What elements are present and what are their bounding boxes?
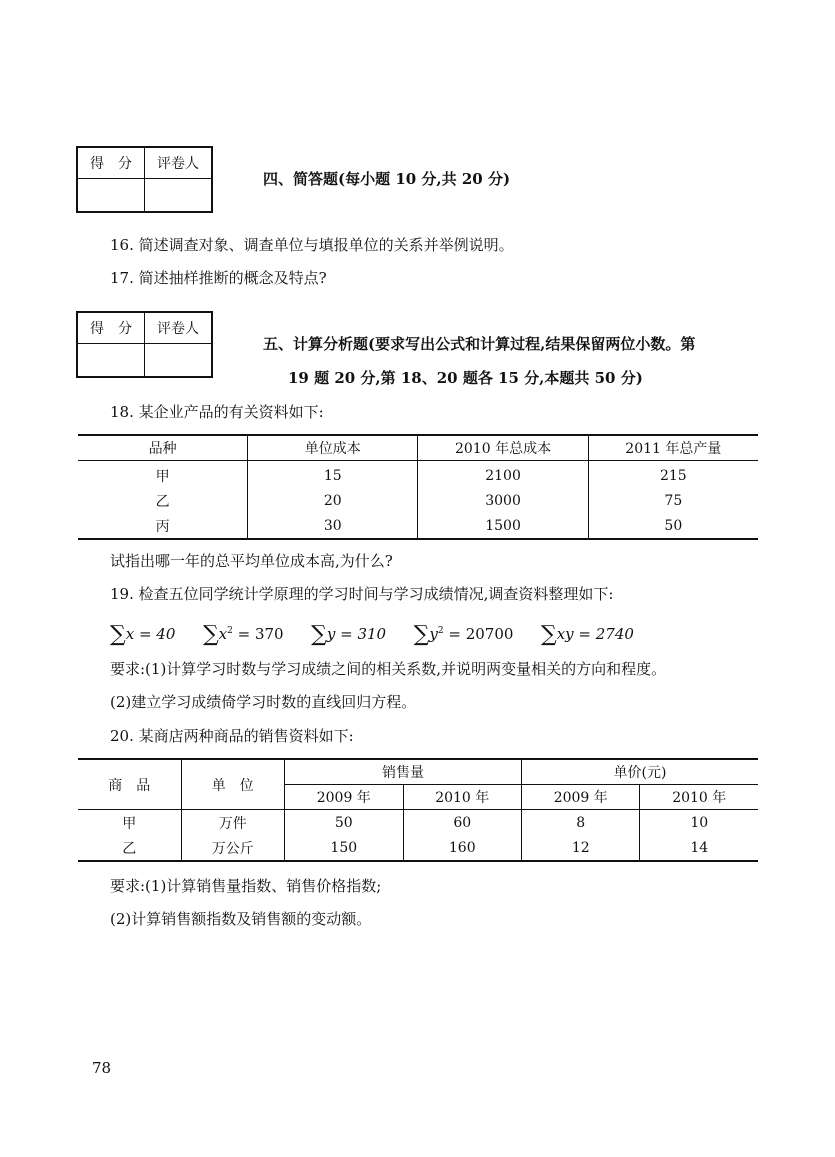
table-cell: 14 bbox=[690, 839, 709, 856]
table-cell: 10 bbox=[690, 814, 709, 831]
table-cell: 8 bbox=[522, 810, 640, 836]
table-cell: 甲 bbox=[78, 810, 181, 836]
table-cell: 160 bbox=[403, 835, 521, 861]
table-cell: 15 bbox=[248, 461, 418, 489]
question-20-requirement-2: (2)计算销售额指数及销售额的变动额。 bbox=[110, 910, 372, 928]
score-box-section5 bbox=[76, 311, 213, 378]
product-cost-table bbox=[78, 434, 758, 540]
year-header: 2010 年 bbox=[640, 785, 758, 810]
table-row bbox=[78, 513, 758, 539]
table-cell: 2100 bbox=[418, 461, 588, 489]
year-header: 2010 年 bbox=[403, 785, 521, 810]
table-cell: 万公斤 bbox=[181, 835, 285, 861]
year-header: 2009 年 bbox=[522, 785, 640, 810]
question-19-intro: 19. 检查五位同学统计学原理的学习时间与学习成绩情况,调查资料整理如下: bbox=[110, 585, 614, 603]
question-19-requirement-2: (2)建立学习成绩倚学习时数的直线回归方程。 bbox=[110, 693, 417, 711]
summation-1: ∑x = 40 bbox=[110, 622, 176, 647]
summation-formulas bbox=[110, 618, 634, 648]
score-cell[interactable] bbox=[77, 344, 145, 378]
section5-heading-line2: 19 题 20 分,第 18、20 题各 15 分,本题共 50 分) bbox=[288, 369, 643, 387]
column-header: 单位成本 bbox=[248, 435, 418, 461]
table-cell: 乙 bbox=[78, 488, 248, 513]
table-row bbox=[78, 488, 758, 513]
column-header: 商 品 bbox=[78, 759, 181, 810]
column-header: 2011 年总产量 bbox=[588, 435, 758, 461]
column-header: 品种 bbox=[78, 435, 248, 461]
sales-table bbox=[78, 758, 758, 862]
score-label: 得 分 bbox=[77, 312, 145, 344]
grader-cell[interactable] bbox=[145, 344, 213, 378]
grader-label: 评卷人 bbox=[145, 312, 213, 344]
table-cell: 215 bbox=[659, 467, 687, 484]
table-cell: 甲 bbox=[78, 461, 248, 489]
table-cell: 20 bbox=[248, 488, 418, 513]
table-cell: 万件 bbox=[181, 810, 285, 836]
score-cell[interactable] bbox=[77, 179, 145, 213]
summation-4: $\sum y^2 = 20700$ bbox=[413, 622, 514, 647]
score-box-section4 bbox=[76, 146, 213, 213]
section5-heading-line1: 五、计算分析题(要求写出公式和计算过程,结果保留两位小数。第 bbox=[263, 335, 696, 353]
question-18-prompt: 试指出哪一年的总平均单位成本高,为什么? bbox=[110, 552, 393, 570]
table-cell: 12 bbox=[522, 835, 640, 861]
year-header: 2009 年 bbox=[285, 785, 403, 810]
summation-3: ∑y = 310 bbox=[311, 622, 387, 647]
question-17: 17. 简述抽样推断的概念及特点? bbox=[110, 269, 327, 287]
page-number: 78 bbox=[92, 1059, 112, 1077]
section4-heading: 四、简答题(每小题 10 分,共 20 分) bbox=[263, 170, 511, 188]
column-header: 单 位 bbox=[181, 759, 285, 810]
grader-label: 评卷人 bbox=[145, 147, 213, 179]
column-header: 2010 年总成本 bbox=[418, 435, 588, 461]
summation-5: ∑xy = 2740 bbox=[541, 622, 634, 647]
table-cell: 60 bbox=[403, 810, 521, 836]
table-cell: 50 bbox=[664, 517, 683, 534]
table-cell: 30 bbox=[248, 513, 418, 539]
table-row bbox=[78, 810, 758, 836]
question-18-intro: 18. 某企业产品的有关资料如下: bbox=[110, 403, 324, 421]
table-cell: 50 bbox=[285, 810, 403, 836]
grader-cell[interactable] bbox=[145, 179, 213, 213]
score-label: 得 分 bbox=[77, 147, 145, 179]
question-16: 16. 简述调查对象、调查单位与填报单位的关系并举例说明。 bbox=[110, 236, 514, 254]
question-19-requirement-1: 要求:(1)计算学习时数与学习成绩之间的相关系数,并说明两变量相关的方向和程度。 bbox=[110, 660, 667, 678]
table-cell: 乙 bbox=[78, 835, 181, 861]
question-20-requirement-1: 要求:(1)计算销售量指数、销售价格指数; bbox=[110, 877, 382, 895]
question-20-intro: 20. 某商店两种商品的销售资料如下: bbox=[110, 727, 354, 745]
table-row bbox=[78, 461, 758, 489]
table-cell: 3000 bbox=[418, 488, 588, 513]
table-cell: 150 bbox=[285, 835, 403, 861]
table-cell: 75 bbox=[664, 492, 683, 509]
column-header: 销售量 bbox=[285, 759, 522, 785]
table-cell: 1500 bbox=[418, 513, 588, 539]
table-row bbox=[78, 835, 758, 861]
table-cell: 丙 bbox=[78, 513, 248, 539]
summation-2: $\sum x^2 = 370$ bbox=[202, 622, 284, 647]
column-header: 单价(元) bbox=[522, 759, 759, 785]
